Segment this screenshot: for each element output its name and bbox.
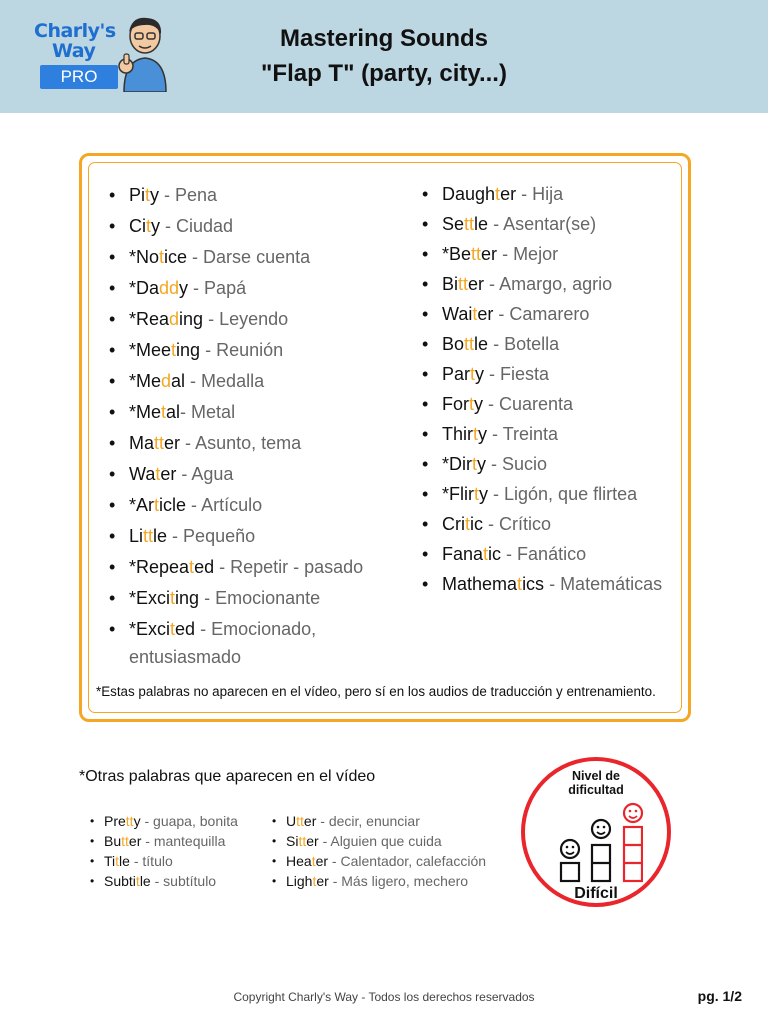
word-list-item: [107, 212, 397, 243]
word-part: *Flir: [442, 484, 474, 504]
flap-t-highlight: t: [312, 873, 317, 889]
word-part: Fana: [442, 544, 484, 564]
translation: Emocionante: [215, 588, 321, 608]
word-list-item: [420, 270, 700, 300]
flap-t-highlight: t: [473, 424, 479, 444]
separator: -: [140, 813, 154, 829]
word-part: le: [153, 526, 168, 546]
word-list-item: [107, 615, 397, 671]
flap-t-highlight: t: [472, 454, 478, 474]
word-part: Bo: [442, 334, 465, 354]
word-part: Daugh: [442, 184, 496, 204]
separator: -: [497, 244, 514, 264]
header-banner: [0, 0, 768, 113]
word-part: Wa: [129, 464, 156, 484]
translation: Ciudad: [176, 216, 234, 236]
translation: Pena: [175, 185, 218, 205]
word-part: ed: [194, 557, 215, 577]
word-part: *Exci: [129, 588, 171, 608]
translation: Pequeño: [183, 526, 256, 546]
word-part: Thir: [442, 424, 473, 444]
translation: Más ligero, mechero: [341, 873, 469, 889]
flap-t-highlight: tt: [121, 833, 129, 849]
word-part: *Da: [129, 278, 160, 298]
translation: Papá: [204, 278, 247, 298]
word-part: y: [179, 278, 189, 298]
separator: -: [150, 873, 164, 889]
separator: -: [488, 214, 504, 234]
word-part: y: [474, 394, 484, 414]
other-words-left: [88, 811, 238, 891]
word-part: ic: [488, 544, 502, 564]
mascot-thumbs-up-icon: [114, 16, 172, 92]
flap-t-highlight: t: [470, 364, 476, 384]
word-part: er: [164, 433, 181, 453]
word-part: er: [316, 873, 329, 889]
word-part: For: [442, 394, 469, 414]
logo-text-line1: Charly's: [34, 20, 116, 42]
word-list-item: [420, 360, 700, 390]
flap-t-highlight: t: [189, 557, 195, 577]
word-part: *Be: [442, 244, 472, 264]
separator: -: [180, 433, 196, 453]
word-part: le: [139, 873, 151, 889]
separator: -: [488, 334, 505, 354]
separator: -: [214, 557, 231, 577]
separator: -: [493, 304, 510, 324]
translation: Alguien que cuida: [330, 833, 442, 849]
word-part: Ligh: [286, 873, 313, 889]
translation: Fiesta: [500, 364, 550, 384]
separator: -: [188, 278, 205, 298]
word-part: *Exci: [129, 619, 171, 639]
flap-t-highlight: t: [115, 853, 120, 869]
word-list-item: [420, 240, 700, 270]
separator: -: [328, 853, 341, 869]
word-list-item: [420, 330, 700, 360]
flap-t-highlight: d: [161, 371, 172, 391]
translation: Darse cuenta: [203, 247, 311, 267]
separator: -: [316, 813, 329, 829]
flap-t-highlight: tt: [464, 334, 475, 354]
logo-pro-badge: PRO: [40, 65, 118, 89]
separator: -: [159, 185, 176, 205]
translation: Metal: [191, 402, 236, 422]
separator: -: [200, 340, 217, 360]
translation: Matemáticas: [560, 574, 663, 594]
copyright-footer: Copyright Charly's Way - Todos los derechos reservados: [233, 990, 535, 1004]
word-list-left: [107, 181, 397, 671]
word-part: ice: [164, 247, 188, 267]
flap-t-highlight: t: [171, 340, 177, 360]
separator: -: [203, 309, 220, 329]
flap-t-highlight: t: [472, 304, 478, 324]
translation: Camarero: [509, 304, 590, 324]
word-list-item: [420, 480, 700, 510]
flap-t-highlight: t: [146, 216, 152, 236]
word-list-item: [420, 570, 700, 600]
word-part: Ti: [104, 853, 116, 869]
word-part: *Me: [129, 402, 162, 422]
translation: Fanático: [517, 544, 587, 564]
word-list-item: [107, 181, 397, 212]
translation: Asunto, tema: [195, 433, 302, 453]
separator: -: [483, 514, 500, 534]
word-part: Ma: [129, 433, 155, 453]
flap-t-highlight: d: [169, 309, 180, 329]
word-part: *Repea: [129, 557, 190, 577]
other-word-item: [88, 871, 238, 891]
translation: Amargo, agrio: [499, 274, 613, 294]
word-part: *Mee: [129, 340, 172, 360]
translation: subtítulo: [163, 873, 217, 889]
separator: -: [328, 873, 342, 889]
word-part: U: [286, 813, 297, 829]
translation: Hija: [532, 184, 564, 204]
word-list-item: [107, 460, 397, 491]
word-part: y: [477, 454, 487, 474]
word-part: ics: [522, 574, 545, 594]
word-list-item: [107, 243, 397, 274]
word-list-item: [107, 398, 397, 429]
flap-t-highlight: t: [495, 184, 501, 204]
other-word-item: [88, 851, 238, 871]
word-part: Cri: [442, 514, 465, 534]
flap-t-highlight: t: [170, 619, 176, 639]
separator: -: [199, 588, 216, 608]
translation: Agua: [191, 464, 234, 484]
flap-t-highlight: tt: [125, 813, 134, 829]
separator: -: [501, 544, 518, 564]
word-part: ic: [470, 514, 484, 534]
word-part: Par: [442, 364, 471, 384]
word-list-item: [107, 522, 397, 553]
word-part: Wai: [442, 304, 473, 324]
translation: guapa, bonita: [153, 813, 238, 829]
word-part: Pi: [129, 185, 146, 205]
word-part: Hea: [286, 853, 312, 869]
translation: Asentar(se): [503, 214, 597, 234]
translation: Cuarenta: [499, 394, 574, 414]
word-part: Pre: [104, 813, 126, 829]
translation: Ligón, que flirtea: [504, 484, 638, 504]
separator: -: [160, 216, 177, 236]
word-part: le: [474, 214, 489, 234]
flap-t-highlight: dd: [159, 278, 180, 298]
flap-t-highlight: t: [145, 185, 151, 205]
translation: Reunión: [216, 340, 284, 360]
word-part: al: [166, 402, 181, 422]
word-list-item: [107, 553, 397, 584]
separator: -: [176, 464, 192, 484]
word-part: er: [481, 244, 498, 264]
translation: Leyendo: [219, 309, 289, 329]
word-part: y: [151, 216, 161, 236]
word-part: Si: [286, 833, 299, 849]
word-part: icle: [159, 495, 187, 515]
flap-t-highlight: t: [465, 514, 471, 534]
translation: Emocionado, entusiasmado: [129, 619, 317, 667]
separator: -: [483, 394, 500, 414]
word-list-item: [420, 180, 700, 210]
word-part: ed: [175, 619, 196, 639]
word-part: Li: [129, 526, 144, 546]
word-part: y: [475, 364, 485, 384]
word-part: er: [477, 304, 494, 324]
separator: -: [186, 495, 202, 515]
flap-t-highlight: t: [311, 853, 316, 869]
translation: decir, enunciar: [328, 813, 420, 829]
flap-t-highlight: t: [155, 464, 161, 484]
flap-t-highlight: tt: [154, 433, 165, 453]
translation: título: [142, 853, 173, 869]
separator: -: [167, 526, 184, 546]
separator: -: [318, 833, 331, 849]
word-list-item: [107, 584, 397, 615]
word-part: *Me: [129, 371, 162, 391]
charlys-way-pro-logo: [30, 14, 180, 94]
separator: -: [185, 371, 202, 391]
word-list-item: [420, 420, 700, 450]
word-list-item: [420, 210, 700, 240]
flap-t-highlight: tt: [471, 244, 482, 264]
word-part: y: [133, 813, 141, 829]
word-part: er: [303, 813, 317, 829]
difficulty-badge: [521, 757, 671, 907]
word-part: le: [474, 334, 489, 354]
translation: Artículo: [201, 495, 263, 515]
word-list-item: [420, 300, 700, 330]
word-part: er: [128, 833, 142, 849]
word-part: Bi: [442, 274, 459, 294]
word-list-item: [107, 367, 397, 398]
word-part: Subti: [104, 873, 136, 889]
flap-t-highlight: t: [161, 402, 167, 422]
word-part: al: [171, 371, 186, 391]
translation: Medalla: [201, 371, 265, 391]
word-list-item: [420, 450, 700, 480]
page-title-line2: "Flap T" (party, city...): [261, 60, 507, 87]
footnote: *Estas palabras no aparecen en el vídeo, pero sí en los audios de traducción y entrenamiento.: [96, 684, 656, 699]
translation: Treinta: [502, 424, 559, 444]
separator: -: [129, 853, 143, 869]
separator: -: [487, 424, 503, 444]
word-list-item: [107, 305, 397, 336]
separator: -: [484, 364, 501, 384]
word-part: ing: [179, 309, 204, 329]
word-list-item: [420, 540, 700, 570]
page-number: pg. 1/2: [697, 988, 742, 1004]
flap-t-highlight: t: [154, 495, 160, 515]
flap-t-highlight: tt: [298, 833, 307, 849]
word-list-item: [420, 510, 700, 540]
word-part: Bu: [104, 833, 122, 849]
word-part: er: [315, 853, 329, 869]
word-part: ing: [176, 340, 201, 360]
word-part: *Ar: [129, 495, 155, 515]
other-word-item: [88, 811, 238, 831]
word-part: *Rea: [129, 309, 170, 329]
word-part: er: [160, 464, 177, 484]
separator: -: [141, 833, 154, 849]
difficulty-level-label: Difícil: [574, 885, 618, 902]
separator: -: [486, 454, 503, 474]
word-part: Se: [442, 214, 465, 234]
other-word-item: [270, 871, 486, 891]
word-list-item: [107, 336, 397, 367]
flap-t-highlight: t: [483, 544, 489, 564]
word-part: ing: [175, 588, 200, 608]
separator: -: [180, 402, 192, 422]
separator: -: [195, 619, 212, 639]
flap-t-highlight: t: [135, 873, 140, 889]
word-list-item: [107, 274, 397, 305]
word-part: Mathema: [442, 574, 518, 594]
word-list-item: [420, 390, 700, 420]
flap-t-highlight: t: [159, 247, 165, 267]
translation: Sucio: [502, 454, 548, 474]
separator: -: [516, 184, 533, 204]
logo-text-line2: Way: [52, 40, 96, 62]
translation: Crítico: [499, 514, 552, 534]
word-part: er: [500, 184, 517, 204]
difficulty-levels-icon: [553, 801, 643, 883]
flap-t-highlight: t: [469, 394, 475, 414]
flap-t-highlight: tt: [464, 214, 475, 234]
flap-t-highlight: tt: [143, 526, 154, 546]
badge-title-line2: dificultad: [568, 783, 624, 797]
word-part: *No: [129, 247, 160, 267]
word-part: er: [468, 274, 485, 294]
translation: Mejor: [513, 244, 559, 264]
other-words-right: [270, 811, 486, 891]
flap-t-highlight: t: [517, 574, 523, 594]
other-words-title: *Otras palabras que aparecen en el vídeo: [79, 768, 376, 785]
flap-t-highlight: t: [170, 588, 176, 608]
flap-t-highlight: tt: [296, 813, 304, 829]
word-part: le: [119, 853, 130, 869]
separator: -: [484, 274, 500, 294]
word-part: er: [306, 833, 319, 849]
other-word-item: [270, 811, 486, 831]
other-word-item: [270, 831, 486, 851]
word-list-item: [107, 491, 397, 522]
word-list-right: [420, 180, 700, 600]
translation: Botella: [504, 334, 560, 354]
word-part: y: [478, 424, 488, 444]
separator: -: [488, 484, 505, 504]
word-list-item: [107, 429, 397, 460]
separator: -: [544, 574, 561, 594]
flap-t-highlight: tt: [458, 274, 469, 294]
translation: Calentador, calefacción: [340, 853, 487, 869]
word-part: *Dir: [442, 454, 472, 474]
other-word-item: [88, 831, 238, 851]
badge-title-line1: Nivel de: [572, 769, 620, 783]
separator: -: [187, 247, 204, 267]
word-part: y: [150, 185, 160, 205]
flap-t-highlight: t: [474, 484, 480, 504]
translation: mantequilla: [153, 833, 226, 849]
word-part: Ci: [129, 216, 146, 236]
other-word-item: [270, 851, 486, 871]
word-part: y: [479, 484, 489, 504]
translation: Repetir - pasado: [230, 557, 364, 577]
page-title-line1: Mastering Sounds: [279, 25, 489, 52]
